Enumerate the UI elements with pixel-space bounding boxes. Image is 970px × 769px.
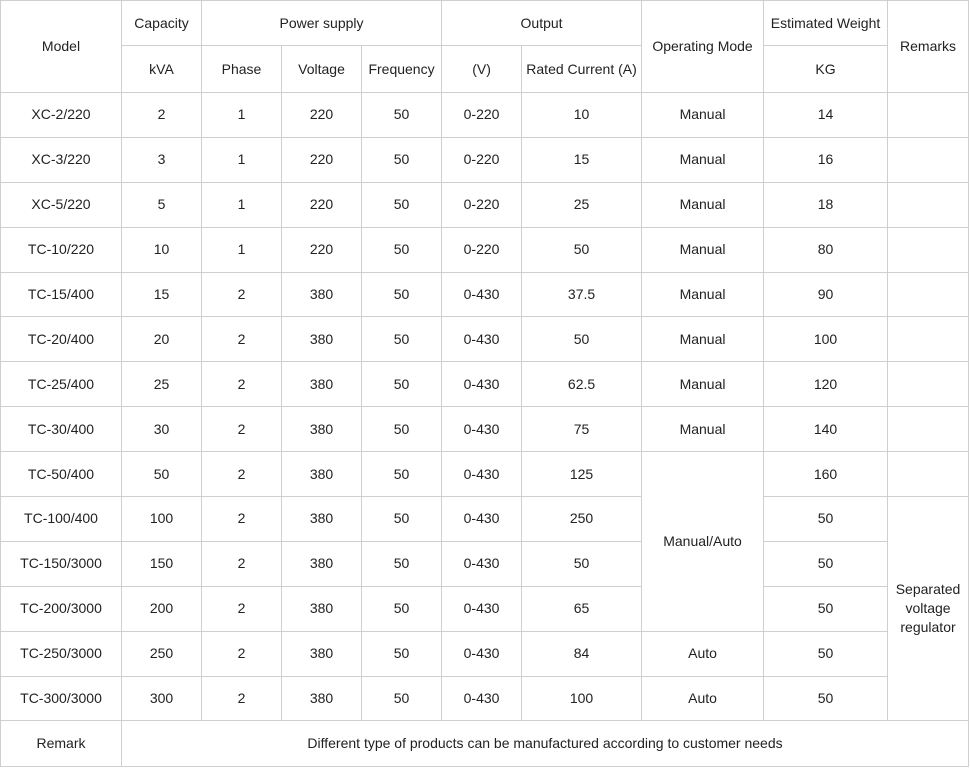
cell-kva: 20 bbox=[122, 317, 202, 362]
cell-phase: 2 bbox=[202, 452, 282, 497]
cell-frequency: 50 bbox=[362, 631, 442, 676]
cell-weight: 50 bbox=[764, 586, 888, 631]
cell-phase: 2 bbox=[202, 541, 282, 586]
cell-output-v: 0-430 bbox=[442, 452, 522, 497]
cell-output-v: 0-220 bbox=[442, 227, 522, 272]
cell-kva: 50 bbox=[122, 452, 202, 497]
cell-frequency: 50 bbox=[362, 317, 442, 362]
cell-kva: 150 bbox=[122, 541, 202, 586]
table-row bbox=[1, 541, 969, 586]
header-power-supply: Power supply bbox=[202, 1, 442, 46]
cell-frequency: 50 bbox=[362, 452, 442, 497]
cell-model: TC-50/400 bbox=[1, 452, 122, 497]
cell-frequency: 50 bbox=[362, 407, 442, 452]
cell-output-v: 0-430 bbox=[442, 317, 522, 362]
cell-rated-current: 84 bbox=[522, 631, 642, 676]
cell-mode: Auto bbox=[642, 631, 764, 676]
cell-frequency: 50 bbox=[362, 362, 442, 407]
header-remarks: Remarks bbox=[888, 1, 969, 93]
cell-output-v: 0-430 bbox=[442, 676, 522, 721]
cell-phase: 2 bbox=[202, 497, 282, 542]
cell-phase: 2 bbox=[202, 407, 282, 452]
table-row bbox=[1, 407, 969, 452]
cell-voltage: 380 bbox=[282, 541, 362, 586]
header-capacity: Capacity bbox=[122, 1, 202, 46]
cell-remarks bbox=[888, 93, 969, 138]
cell-frequency: 50 bbox=[362, 227, 442, 272]
cell-frequency: 50 bbox=[362, 93, 442, 138]
table-row bbox=[1, 631, 969, 676]
cell-kva: 15 bbox=[122, 272, 202, 317]
cell-phase: 1 bbox=[202, 137, 282, 182]
cell-weight: 100 bbox=[764, 317, 888, 362]
header-capacity-unit: kVA bbox=[122, 46, 202, 93]
cell-rated-current: 37.5 bbox=[522, 272, 642, 317]
cell-remarks bbox=[888, 407, 969, 452]
cell-voltage: 380 bbox=[282, 631, 362, 676]
cell-model: TC-150/3000 bbox=[1, 541, 122, 586]
remark-row bbox=[1, 721, 969, 767]
cell-output-v: 0-220 bbox=[442, 93, 522, 138]
cell-weight: 160 bbox=[764, 452, 888, 497]
cell-frequency: 50 bbox=[362, 182, 442, 227]
cell-voltage: 380 bbox=[282, 452, 362, 497]
cell-model: XC-3/220 bbox=[1, 137, 122, 182]
cell-voltage: 380 bbox=[282, 362, 362, 407]
cell-voltage: 380 bbox=[282, 272, 362, 317]
header-voltage: Voltage bbox=[282, 46, 362, 93]
cell-rated-current: 65 bbox=[522, 586, 642, 631]
cell-rated-current: 25 bbox=[522, 182, 642, 227]
cell-phase: 2 bbox=[202, 317, 282, 362]
cell-kva: 100 bbox=[122, 497, 202, 542]
cell-model: TC-15/400 bbox=[1, 272, 122, 317]
cell-kva: 10 bbox=[122, 227, 202, 272]
header-output: Output bbox=[442, 1, 642, 46]
cell-kva: 200 bbox=[122, 586, 202, 631]
cell-mode: Manual bbox=[642, 317, 764, 362]
header-model: Model bbox=[1, 1, 122, 93]
table-row bbox=[1, 182, 969, 227]
cell-remarks bbox=[888, 182, 969, 227]
table-row bbox=[1, 676, 969, 721]
cell-remarks-separated: Separated voltage regulator bbox=[888, 497, 969, 721]
header-weight-unit: KG bbox=[764, 46, 888, 93]
cell-kva: 5 bbox=[122, 182, 202, 227]
cell-mode: Manual bbox=[642, 272, 764, 317]
cell-rated-current: 75 bbox=[522, 407, 642, 452]
cell-voltage: 380 bbox=[282, 497, 362, 542]
cell-kva: 250 bbox=[122, 631, 202, 676]
cell-model: XC-5/220 bbox=[1, 182, 122, 227]
cell-voltage: 220 bbox=[282, 137, 362, 182]
cell-phase: 1 bbox=[202, 93, 282, 138]
cell-model: XC-2/220 bbox=[1, 93, 122, 138]
header-estimated-weight: Estimated Weight bbox=[764, 1, 888, 46]
cell-weight: 14 bbox=[764, 93, 888, 138]
cell-output-v: 0-430 bbox=[442, 497, 522, 542]
cell-model: TC-30/400 bbox=[1, 407, 122, 452]
table-row bbox=[1, 272, 969, 317]
table-row bbox=[1, 317, 969, 362]
cell-weight: 50 bbox=[764, 541, 888, 586]
cell-rated-current: 50 bbox=[522, 227, 642, 272]
cell-phase: 2 bbox=[202, 676, 282, 721]
cell-mode: Manual bbox=[642, 227, 764, 272]
cell-frequency: 50 bbox=[362, 676, 442, 721]
cell-frequency: 50 bbox=[362, 586, 442, 631]
remark-label: Remark bbox=[1, 721, 122, 767]
cell-weight: 50 bbox=[764, 497, 888, 542]
cell-model: TC-200/3000 bbox=[1, 586, 122, 631]
header-operating-mode: Operating Mode bbox=[642, 1, 764, 93]
table-row bbox=[1, 137, 969, 182]
cell-output-v: 0-430 bbox=[442, 631, 522, 676]
cell-kva: 300 bbox=[122, 676, 202, 721]
cell-remarks bbox=[888, 362, 969, 407]
cell-voltage: 380 bbox=[282, 676, 362, 721]
cell-frequency: 50 bbox=[362, 272, 442, 317]
cell-mode: Manual bbox=[642, 362, 764, 407]
table-row bbox=[1, 227, 969, 272]
cell-model: TC-300/3000 bbox=[1, 676, 122, 721]
cell-output-v: 0-430 bbox=[442, 407, 522, 452]
cell-phase: 1 bbox=[202, 182, 282, 227]
cell-weight: 18 bbox=[764, 182, 888, 227]
cell-weight: 80 bbox=[764, 227, 888, 272]
cell-mode-manual-auto: Manual/Auto bbox=[642, 452, 764, 632]
cell-frequency: 50 bbox=[362, 541, 442, 586]
cell-voltage: 380 bbox=[282, 317, 362, 362]
cell-voltage: 220 bbox=[282, 182, 362, 227]
cell-rated-current: 250 bbox=[522, 497, 642, 542]
cell-output-v: 0-430 bbox=[442, 541, 522, 586]
cell-rated-current: 125 bbox=[522, 452, 642, 497]
cell-output-v: 0-220 bbox=[442, 137, 522, 182]
cell-voltage: 380 bbox=[282, 586, 362, 631]
cell-kva: 25 bbox=[122, 362, 202, 407]
cell-mode: Manual bbox=[642, 407, 764, 452]
cell-weight: 140 bbox=[764, 407, 888, 452]
header-frequency: Frequency bbox=[362, 46, 442, 93]
cell-rated-current: 100 bbox=[522, 676, 642, 721]
cell-weight: 16 bbox=[764, 137, 888, 182]
header-row-1 bbox=[1, 1, 969, 46]
cell-phase: 1 bbox=[202, 227, 282, 272]
table-row bbox=[1, 93, 969, 138]
cell-remarks bbox=[888, 317, 969, 362]
table-row bbox=[1, 497, 969, 542]
cell-kva: 3 bbox=[122, 137, 202, 182]
header-row-2 bbox=[1, 46, 969, 93]
cell-output-v: 0-430 bbox=[442, 586, 522, 631]
cell-rated-current: 62.5 bbox=[522, 362, 642, 407]
remark-text: Different type of products can be manufactured according to customer needs bbox=[122, 721, 969, 767]
cell-phase: 2 bbox=[202, 272, 282, 317]
cell-model: TC-10/220 bbox=[1, 227, 122, 272]
header-output-v: (V) bbox=[442, 46, 522, 93]
cell-phase: 2 bbox=[202, 586, 282, 631]
cell-voltage: 220 bbox=[282, 93, 362, 138]
cell-voltage: 220 bbox=[282, 227, 362, 272]
cell-mode: Manual bbox=[642, 93, 764, 138]
cell-kva: 30 bbox=[122, 407, 202, 452]
cell-output-v: 0-220 bbox=[442, 182, 522, 227]
cell-rated-current: 10 bbox=[522, 93, 642, 138]
table-row bbox=[1, 362, 969, 407]
header-rated-current: Rated Current (A) bbox=[522, 46, 642, 93]
cell-model: TC-25/400 bbox=[1, 362, 122, 407]
cell-remarks bbox=[888, 137, 969, 182]
table-row bbox=[1, 586, 969, 631]
cell-model: TC-100/400 bbox=[1, 497, 122, 542]
cell-weight: 50 bbox=[764, 676, 888, 721]
cell-weight: 120 bbox=[764, 362, 888, 407]
cell-weight: 90 bbox=[764, 272, 888, 317]
cell-output-v: 0-430 bbox=[442, 272, 522, 317]
cell-weight: 50 bbox=[764, 631, 888, 676]
cell-model: TC-20/400 bbox=[1, 317, 122, 362]
header-phase: Phase bbox=[202, 46, 282, 93]
cell-remarks bbox=[888, 227, 969, 272]
cell-rated-current: 50 bbox=[522, 541, 642, 586]
cell-kva: 2 bbox=[122, 93, 202, 138]
cell-mode: Manual bbox=[642, 137, 764, 182]
cell-remarks bbox=[888, 272, 969, 317]
cell-frequency: 50 bbox=[362, 137, 442, 182]
cell-output-v: 0-430 bbox=[442, 362, 522, 407]
cell-mode: Manual bbox=[642, 182, 764, 227]
cell-rated-current: 50 bbox=[522, 317, 642, 362]
cell-rated-current: 15 bbox=[522, 137, 642, 182]
table-row bbox=[1, 452, 969, 497]
cell-frequency: 50 bbox=[362, 497, 442, 542]
cell-voltage: 380 bbox=[282, 407, 362, 452]
cell-model: TC-250/3000 bbox=[1, 631, 122, 676]
cell-mode: Auto bbox=[642, 676, 764, 721]
cell-remarks bbox=[888, 452, 969, 497]
cell-phase: 2 bbox=[202, 362, 282, 407]
cell-phase: 2 bbox=[202, 631, 282, 676]
